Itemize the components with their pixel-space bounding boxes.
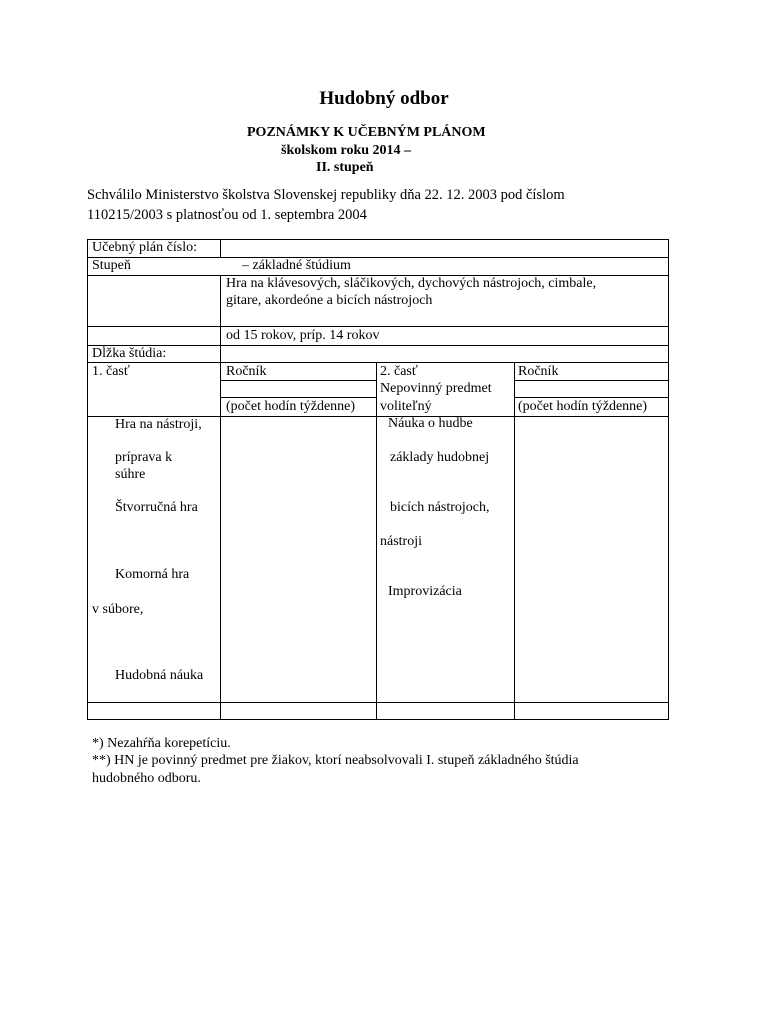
table-rule: [514, 380, 669, 381]
duration-label: Dĺžka štúdia:: [92, 346, 167, 361]
table-rule: [220, 275, 221, 720]
subtitle-line-1: POZNÁMKY K UČEBNÝM PLÁNOM: [247, 125, 486, 140]
part2-hours-header: (počet hodín týždenne): [518, 399, 648, 414]
table-rule: [221, 397, 376, 398]
part1-hours-header: (počet hodín týždenne): [226, 399, 356, 414]
part2-grade-header: Ročník: [518, 364, 559, 379]
stage-label: Stupeň: [92, 258, 131, 273]
part2-optional-line-2: voliteľný: [380, 399, 432, 414]
age-value: od 15 rokov, príp. 14 rokov: [226, 328, 380, 343]
subject-music-basics: základy hudobnej: [390, 450, 490, 465]
footnote-1: *) Nezahŕňa korepetíciu.: [92, 736, 231, 751]
subject-percussion: bicích nástrojoch,: [390, 500, 490, 515]
part2-optional-line-1: Nepovinný predmet: [380, 381, 492, 396]
instrument-line-1: Hra na klávesových, sláčikových, dychových nástrojoch, cimbale,: [226, 276, 597, 291]
stage-value: – základné štúdium: [242, 258, 351, 273]
table-rule: [87, 326, 669, 327]
subject-music-science: Náuka o hudbe: [388, 416, 473, 431]
approval-line-1: Schválilo Ministerstvo školstva Slovenskej republiky dňa 22. 12. 2003 pod číslom: [87, 187, 565, 203]
table-rule: [220, 239, 221, 258]
subject-music-theory: Hudobná náuka: [115, 668, 204, 683]
footnote-2-continued: hudobného odboru.: [92, 771, 201, 786]
approval-line-2: 110215/2003 s platnosťou od 1. septembra 2004: [87, 207, 367, 223]
table-border-bottom: [87, 719, 669, 720]
table-border-right: [668, 239, 669, 720]
page-title: Hudobný odbor: [319, 88, 449, 109]
table-rule: [376, 362, 377, 720]
subject-ensemble-prep-line-2: súhre: [115, 467, 146, 482]
subject-instrument: Hra na nástroji,: [115, 417, 202, 432]
subtitle-line-3: II. stupeň: [316, 160, 374, 175]
table-rule: [221, 380, 376, 381]
subtitle-line-2: školskom roku 2014 –: [281, 143, 412, 158]
table-rule: [87, 345, 669, 346]
plan-number-label: Učebný plán číslo:: [92, 240, 197, 255]
table-border-left: [87, 239, 88, 720]
table-rule: [87, 257, 669, 258]
subject-four-hands: Štvorručná hra: [115, 500, 198, 515]
footnote-2: **) HN je povinný predmet pre žiakov, ktorí neabsolvovali I. stupeň základného štúdia: [92, 753, 579, 768]
part2-label: 2. časť: [380, 364, 418, 379]
instrument-line-2: gitare, akordeóne a bicích nástrojoch: [226, 293, 433, 308]
table-rule: [87, 362, 669, 363]
subject-instrument-2: nástroji: [380, 534, 422, 549]
subject-improvisation: Improvizácia: [388, 584, 462, 599]
table-rule: [514, 397, 669, 398]
subject-chamber: Komorná hra: [115, 567, 190, 582]
subject-ensemble-prep-line-1: príprava k: [115, 450, 173, 465]
table-rule: [87, 702, 669, 703]
subject-ensemble: v súbore,: [92, 602, 144, 617]
table-rule: [514, 362, 515, 720]
part1-label: 1. časť: [92, 364, 130, 379]
part1-grade-header: Ročník: [226, 364, 267, 379]
